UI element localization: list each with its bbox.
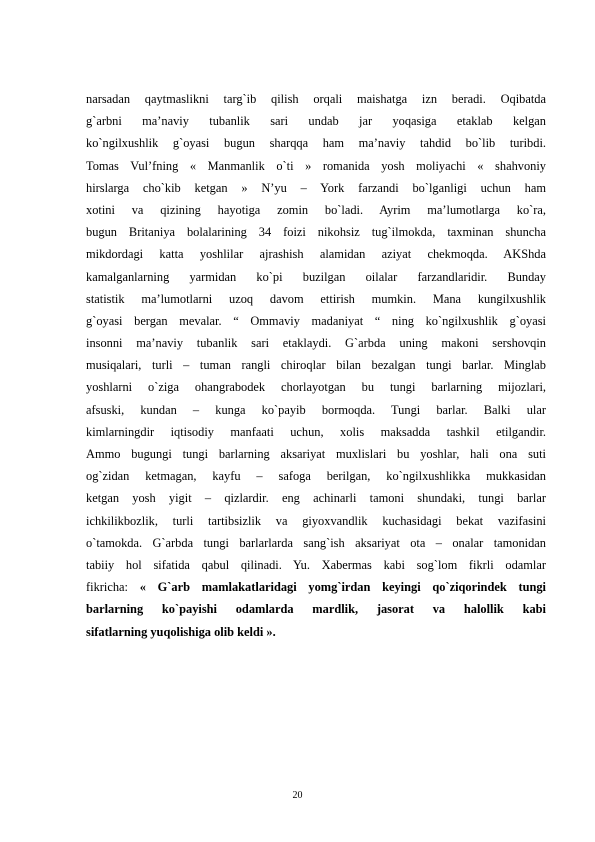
text-line: bugun Britaniya bolalarining 34 foizi nikohsiz tug`ilmokda, taxminan shuncha xyxy=(86,225,546,240)
text-line-mixed xyxy=(86,576,546,598)
text-line: yoshlarni o`ziga ohangrabodek chorlayotgan bu tungi barlarning mijozlari, xyxy=(86,380,546,395)
text-line: kimlarningdir iqtisodiy manfaati uchun, xolis maksadda tashkil etilgandir. xyxy=(86,424,546,439)
text-line: Ammo bugungi tungi barlarning aksariyat muxlislari bu yoshlar, hali ona suti xyxy=(86,447,546,461)
text-line: ichkilikbozlik, turli tartibsizlik va giyoxvandlik kuchasidagi bekat vazifasini xyxy=(86,513,546,528)
text-line: xotini va qizining hayotiga zomin bo`ladi. Ayrim ma’lumotlarga ko`ra, xyxy=(86,202,546,217)
body-text xyxy=(86,88,546,643)
text-line: afsuski, kundan – kunga ko`payib bormoqda. Tungi barlar. Balki ular xyxy=(86,402,546,417)
text-line: insonni ma’naviy tubanlik sari etaklaydi. G`arbda uning makoni sershovqin xyxy=(86,336,546,351)
text-line: statistik ma’lumotlarni uzoq davom ettirish mumkin. Mana kungilxushlik xyxy=(86,291,546,306)
text-line: hirslarga cho`kib ketgan » N’yu – York farzandi bo`lganligi uchun ham xyxy=(86,180,546,195)
text-line: tabiiy hol sifatida qabul qilinadi. Yu. Xabermas kabi sog`lom fikrli odamlar xyxy=(86,557,546,572)
text-line: kamalganlarning yarmidan ko`pi buzilgan oilalar farzandlaridir. Bunday xyxy=(86,269,546,284)
text-line: ketgan yosh yigit – qizlardir. eng achinarli tamoni shundaki, tungi barlar xyxy=(86,491,546,506)
text-line: narsadan qaytmaslikni targ`ib qilish orqali maishatga izn beradi. Oqibatda xyxy=(86,92,546,106)
text-line: o`tamokda. G`arbda tungi barlarlarda sang`ish aksariyat ota – onalar tamonidan xyxy=(86,535,546,550)
text-line: ko`ngilxushlik g`oyasi bugun sharqqa ham ma’naviy tahdid bo`lib turibdi. xyxy=(86,136,546,151)
text-line: Tomas Vul’fning « Manmanlik o`ti » romanida yosh moliyachi « shahvoniy xyxy=(86,158,546,173)
bold-quote: « G`arb mamlakatlaridagi yomg`irdan keyingi qo`ziqorindek tungi xyxy=(139,580,546,595)
bold-quote-line-last: sifatlarning yuqolishiga olib keldi ». xyxy=(86,624,276,639)
page-number: 20 xyxy=(292,790,303,801)
plain-text: fikricha: xyxy=(86,580,140,595)
text-line: g`oyasi bergan mevalar. “ Ommaviy madaniyat “ ning ko`ngilxushlik g`oyasi xyxy=(86,313,546,328)
text-line: mikdordagi katta yoshlilar ajrashish alamidan aziyat chekmoqda. AKShda xyxy=(86,247,546,262)
text-line: og`zidan ketmagan, kayfu – safoga berilgan, ko`ngilxushlikka mukkasidan xyxy=(86,469,546,484)
text-line: g`arbni ma’naviy tubanlik sari undab jar yoqasiga etaklab kelgan xyxy=(86,114,546,129)
bold-quote-line: barlarning ko`payishi odamlarda mardlik, jasorat va halollik kabi xyxy=(86,602,546,617)
text-line: musiqalari, turli – tuman rangli chiroqlar bilan bezalgan tungi barlar. Minglab xyxy=(86,358,546,373)
